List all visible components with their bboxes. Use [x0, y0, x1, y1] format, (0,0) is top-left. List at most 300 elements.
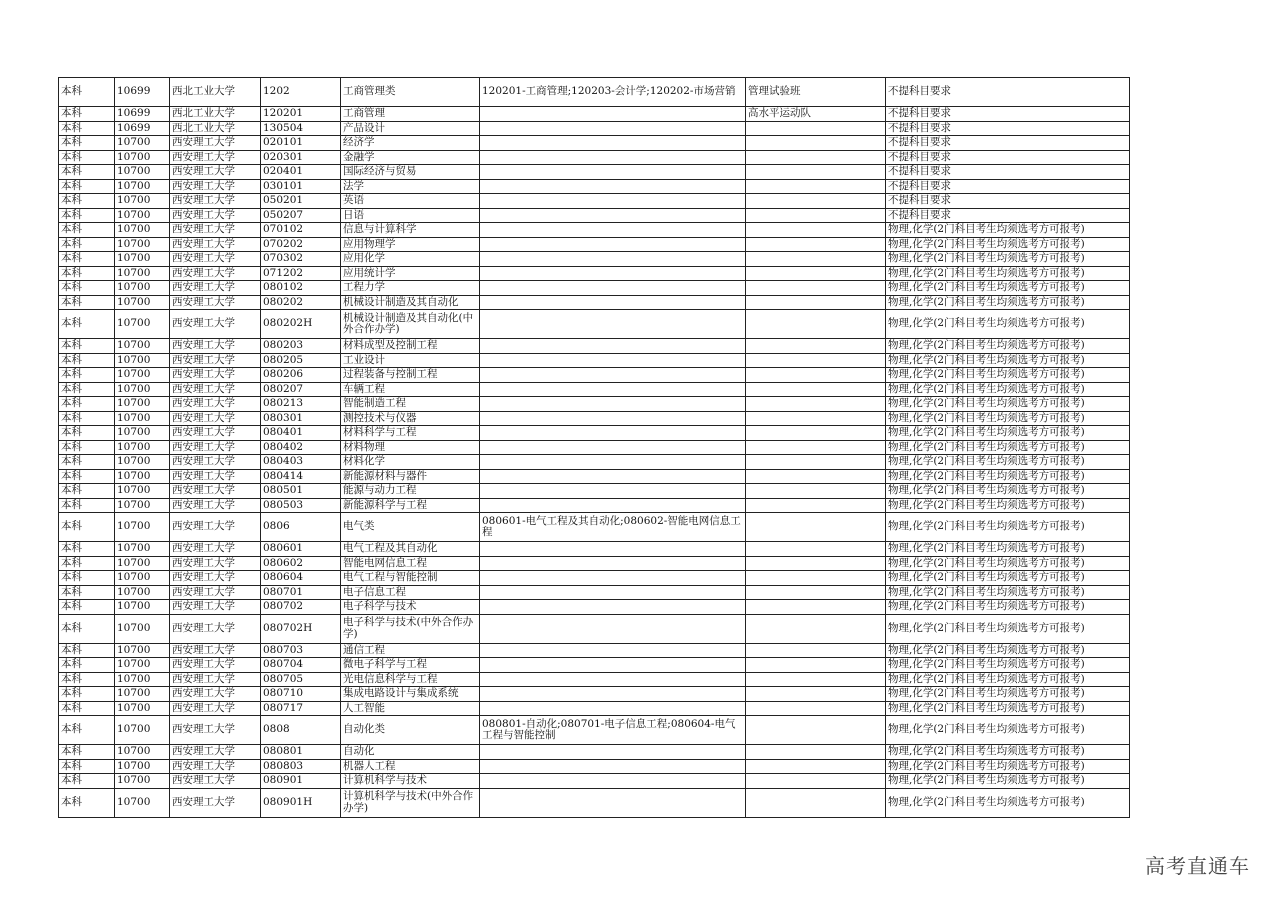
major-code-cell: 080203	[261, 339, 341, 354]
school-name-cell: 西安理工大学	[170, 179, 261, 194]
subject-requirement-cell: 物理,化学(2门科目考生均须选考方可报考)	[886, 745, 1130, 760]
level-cell: 本科	[59, 266, 115, 281]
school-code-cell: 10700	[115, 397, 170, 412]
included-majors-cell	[480, 701, 746, 716]
major-code-cell: 080601	[261, 542, 341, 557]
school-code-cell: 10700	[115, 310, 170, 339]
level-cell: 本科	[59, 672, 115, 687]
table-row	[59, 107, 1130, 122]
level-cell: 本科	[59, 310, 115, 339]
major-code-cell: 080602	[261, 556, 341, 571]
note-cell: 管理试验班	[746, 78, 886, 107]
included-majors-cell	[480, 440, 746, 455]
table-row	[59, 788, 1130, 817]
major-name-cell: 电子信息工程	[341, 585, 480, 600]
school-code-cell: 10700	[115, 469, 170, 484]
subject-requirement-cell: 物理,化学(2门科目考生均须选考方可报考)	[886, 571, 1130, 586]
major-name-cell: 机械设计制造及其自动化	[341, 295, 480, 310]
school-code-cell: 10700	[115, 455, 170, 470]
included-majors-cell	[480, 788, 746, 817]
school-name-cell: 西安理工大学	[170, 687, 261, 702]
note-cell	[746, 339, 886, 354]
subject-requirement-cell: 不提科目要求	[886, 78, 1130, 107]
level-cell: 本科	[59, 556, 115, 571]
school-code-cell: 10700	[115, 600, 170, 615]
level-cell: 本科	[59, 542, 115, 557]
note-cell	[746, 484, 886, 499]
level-cell: 本科	[59, 194, 115, 209]
major-code-cell: 080205	[261, 353, 341, 368]
included-majors-cell: 080601-电气工程及其自动化;080602-智能电网信息工程	[480, 513, 746, 542]
school-name-cell: 西安理工大学	[170, 368, 261, 383]
major-code-cell: 080503	[261, 498, 341, 513]
school-code-cell: 10700	[115, 165, 170, 180]
note-cell	[746, 658, 886, 673]
note-cell	[746, 353, 886, 368]
subject-requirement-cell: 物理,化学(2门科目考生均须选考方可报考)	[886, 382, 1130, 397]
subject-requirement-cell: 不提科目要求	[886, 208, 1130, 223]
note-cell	[746, 745, 886, 760]
note-cell	[746, 165, 886, 180]
school-name-cell: 西安理工大学	[170, 295, 261, 310]
table-row	[59, 194, 1130, 209]
major-name-cell: 工商管理	[341, 107, 480, 122]
major-name-cell: 材料化学	[341, 455, 480, 470]
table-row	[59, 571, 1130, 586]
note-cell	[746, 701, 886, 716]
level-cell: 本科	[59, 600, 115, 615]
note-cell	[746, 237, 886, 252]
table-row	[59, 687, 1130, 702]
major-code-cell: 080705	[261, 672, 341, 687]
school-code-cell: 10700	[115, 252, 170, 267]
major-code-cell: 080801	[261, 745, 341, 760]
subject-requirement-cell: 物理,化学(2门科目考生均须选考方可报考)	[886, 614, 1130, 643]
note-cell	[746, 150, 886, 165]
major-code-cell: 080102	[261, 281, 341, 296]
school-name-cell: 西北工业大学	[170, 107, 261, 122]
included-majors-cell	[480, 310, 746, 339]
major-code-cell: 030101	[261, 179, 341, 194]
note-cell	[746, 469, 886, 484]
school-code-cell: 10700	[115, 266, 170, 281]
school-code-cell: 10700	[115, 339, 170, 354]
major-code-cell: 080710	[261, 687, 341, 702]
major-code-cell: 1202	[261, 78, 341, 107]
level-cell: 本科	[59, 78, 115, 107]
note-cell	[746, 397, 886, 412]
school-code-cell: 10699	[115, 107, 170, 122]
included-majors-cell	[480, 484, 746, 499]
major-name-cell: 产品设计	[341, 121, 480, 136]
level-cell: 本科	[59, 585, 115, 600]
table-row	[59, 208, 1130, 223]
subject-requirement-cell: 物理,化学(2门科目考生均须选考方可报考)	[886, 498, 1130, 513]
level-cell: 本科	[59, 281, 115, 296]
major-code-cell: 020301	[261, 150, 341, 165]
subject-requirement-cell: 物理,化学(2门科目考生均须选考方可报考)	[886, 281, 1130, 296]
major-name-cell: 车辆工程	[341, 382, 480, 397]
subject-requirement-cell: 物理,化学(2门科目考生均须选考方可报考)	[886, 643, 1130, 658]
subject-requirement-cell: 物理,化学(2门科目考生均须选考方可报考)	[886, 788, 1130, 817]
table-row	[59, 426, 1130, 441]
major-code-cell: 0806	[261, 513, 341, 542]
included-majors-cell	[480, 179, 746, 194]
school-name-cell: 西安理工大学	[170, 397, 261, 412]
school-code-cell: 10700	[115, 498, 170, 513]
level-cell: 本科	[59, 353, 115, 368]
table-row	[59, 295, 1130, 310]
subject-requirement-cell: 不提科目要求	[886, 194, 1130, 209]
included-majors-cell	[480, 237, 746, 252]
level-cell: 本科	[59, 121, 115, 136]
table-row	[59, 136, 1130, 151]
school-code-cell: 10700	[115, 585, 170, 600]
school-name-cell: 西安理工大学	[170, 774, 261, 789]
major-name-cell: 新能源科学与工程	[341, 498, 480, 513]
table-row	[59, 179, 1130, 194]
subject-requirement-cell: 不提科目要求	[886, 121, 1130, 136]
major-name-cell: 能源与动力工程	[341, 484, 480, 499]
table-row	[59, 382, 1130, 397]
included-majors-cell	[480, 194, 746, 209]
school-code-cell: 10700	[115, 136, 170, 151]
major-name-cell: 测控技术与仪器	[341, 411, 480, 426]
school-name-cell: 西安理工大学	[170, 542, 261, 557]
included-majors-cell	[480, 469, 746, 484]
major-name-cell: 机器人工程	[341, 759, 480, 774]
school-code-cell: 10700	[115, 774, 170, 789]
note-cell	[746, 266, 886, 281]
note-cell	[746, 614, 886, 643]
note-cell	[746, 498, 886, 513]
school-name-cell: 西北工业大学	[170, 78, 261, 107]
school-name-cell: 西安理工大学	[170, 745, 261, 760]
major-code-cell: 130504	[261, 121, 341, 136]
watermark-text: 高考直通车	[1145, 854, 1250, 878]
note-cell	[746, 774, 886, 789]
note-cell	[746, 585, 886, 600]
level-cell: 本科	[59, 382, 115, 397]
major-name-cell: 材料科学与工程	[341, 426, 480, 441]
table-row	[59, 513, 1130, 542]
included-majors-cell	[480, 556, 746, 571]
table-row	[59, 455, 1130, 470]
included-majors-cell	[480, 208, 746, 223]
table-row	[59, 774, 1130, 789]
major-name-cell: 自动化	[341, 745, 480, 760]
major-code-cell: 071202	[261, 266, 341, 281]
table-body	[59, 78, 1130, 818]
major-code-cell: 080403	[261, 455, 341, 470]
major-name-cell: 经济学	[341, 136, 480, 151]
table-row	[59, 411, 1130, 426]
level-cell: 本科	[59, 150, 115, 165]
school-code-cell: 10700	[115, 179, 170, 194]
table-row	[59, 498, 1130, 513]
school-name-cell: 西安理工大学	[170, 223, 261, 238]
table-row	[59, 368, 1130, 383]
school-code-cell: 10700	[115, 672, 170, 687]
subject-requirement-cell: 物理,化学(2门科目考生均须选考方可报考)	[886, 339, 1130, 354]
school-code-cell: 10700	[115, 353, 170, 368]
included-majors-cell	[480, 759, 746, 774]
level-cell: 本科	[59, 208, 115, 223]
included-majors-cell	[480, 353, 746, 368]
level-cell: 本科	[59, 368, 115, 383]
level-cell: 本科	[59, 469, 115, 484]
included-majors-cell: 120201-工商管理;120203-会计学;120202-市场营销	[480, 78, 746, 107]
school-code-cell: 10700	[115, 658, 170, 673]
major-code-cell: 080704	[261, 658, 341, 673]
included-majors-cell	[480, 745, 746, 760]
school-name-cell: 西安理工大学	[170, 716, 261, 745]
subject-requirement-cell: 物理,化学(2门科目考生均须选考方可报考)	[886, 759, 1130, 774]
school-name-cell: 西安理工大学	[170, 194, 261, 209]
school-name-cell: 西安理工大学	[170, 382, 261, 397]
school-name-cell: 西安理工大学	[170, 310, 261, 339]
note-cell: 高水平运动队	[746, 107, 886, 122]
note-cell	[746, 310, 886, 339]
level-cell: 本科	[59, 295, 115, 310]
included-majors-cell	[480, 426, 746, 441]
major-name-cell: 新能源材料与器件	[341, 469, 480, 484]
level-cell: 本科	[59, 223, 115, 238]
school-name-cell: 西安理工大学	[170, 411, 261, 426]
school-name-cell: 西北工业大学	[170, 121, 261, 136]
major-code-cell: 080702H	[261, 614, 341, 643]
included-majors-cell	[480, 585, 746, 600]
major-name-cell: 工程力学	[341, 281, 480, 296]
major-name-cell: 计算机科学与技术	[341, 774, 480, 789]
level-cell: 本科	[59, 498, 115, 513]
level-cell: 本科	[59, 687, 115, 702]
major-code-cell: 080207	[261, 382, 341, 397]
level-cell: 本科	[59, 397, 115, 412]
table-row	[59, 643, 1130, 658]
table-row	[59, 281, 1130, 296]
school-code-cell: 10700	[115, 411, 170, 426]
major-name-cell: 智能制造工程	[341, 397, 480, 412]
subject-requirement-cell: 物理,化学(2门科目考生均须选考方可报考)	[886, 397, 1130, 412]
school-code-cell: 10700	[115, 571, 170, 586]
school-code-cell: 10700	[115, 701, 170, 716]
major-name-cell: 电子科学与技术(中外合作办学)	[341, 614, 480, 643]
table-row	[59, 614, 1130, 643]
level-cell: 本科	[59, 179, 115, 194]
major-code-cell: 050207	[261, 208, 341, 223]
major-name-cell: 电气工程及其自动化	[341, 542, 480, 557]
included-majors-cell	[480, 411, 746, 426]
major-code-cell: 080901	[261, 774, 341, 789]
included-majors-cell	[480, 542, 746, 557]
level-cell: 本科	[59, 426, 115, 441]
included-majors-cell	[480, 266, 746, 281]
note-cell	[746, 411, 886, 426]
table-row	[59, 121, 1130, 136]
subject-requirement-cell: 物理,化学(2门科目考生均须选考方可报考)	[886, 252, 1130, 267]
subject-requirement-cell: 物理,化学(2门科目考生均须选考方可报考)	[886, 455, 1130, 470]
level-cell: 本科	[59, 107, 115, 122]
subject-requirement-cell: 物理,化学(2门科目考生均须选考方可报考)	[886, 411, 1130, 426]
table-row	[59, 484, 1130, 499]
note-cell	[746, 571, 886, 586]
major-name-cell: 工业设计	[341, 353, 480, 368]
school-name-cell: 西安理工大学	[170, 658, 261, 673]
school-name-cell: 西安理工大学	[170, 600, 261, 615]
note-cell	[746, 542, 886, 557]
level-cell: 本科	[59, 716, 115, 745]
note-cell	[746, 643, 886, 658]
school-code-cell: 10700	[115, 150, 170, 165]
subject-requirement-cell: 物理,化学(2门科目考生均须选考方可报考)	[886, 658, 1130, 673]
major-name-cell: 电气工程与智能控制	[341, 571, 480, 586]
table-row	[59, 150, 1130, 165]
included-majors-cell	[480, 150, 746, 165]
school-code-cell: 10700	[115, 237, 170, 252]
level-cell: 本科	[59, 614, 115, 643]
note-cell	[746, 513, 886, 542]
subject-requirement-cell: 物理,化学(2门科目考生均须选考方可报考)	[886, 672, 1130, 687]
subject-requirement-cell: 物理,化学(2门科目考生均须选考方可报考)	[886, 716, 1130, 745]
major-code-cell: 070102	[261, 223, 341, 238]
table-row	[59, 585, 1130, 600]
level-cell: 本科	[59, 701, 115, 716]
school-name-cell: 西安理工大学	[170, 614, 261, 643]
note-cell	[746, 179, 886, 194]
included-majors-cell	[480, 252, 746, 267]
note-cell	[746, 194, 886, 209]
school-name-cell: 西安理工大学	[170, 585, 261, 600]
major-name-cell: 通信工程	[341, 643, 480, 658]
table-row	[59, 600, 1130, 615]
subject-requirement-cell: 物理,化学(2门科目考生均须选考方可报考)	[886, 556, 1130, 571]
note-cell	[746, 208, 886, 223]
major-name-cell: 英语	[341, 194, 480, 209]
note-cell	[746, 382, 886, 397]
subject-requirement-cell: 物理,化学(2门科目考生均须选考方可报考)	[886, 223, 1130, 238]
note-cell	[746, 687, 886, 702]
major-name-cell: 智能电网信息工程	[341, 556, 480, 571]
table-row	[59, 310, 1130, 339]
table-row	[59, 223, 1130, 238]
note-cell	[746, 223, 886, 238]
major-name-cell: 信息与计算科学	[341, 223, 480, 238]
note-cell	[746, 295, 886, 310]
major-name-cell: 应用物理学	[341, 237, 480, 252]
school-name-cell: 西安理工大学	[170, 469, 261, 484]
major-code-cell: 070202	[261, 237, 341, 252]
note-cell	[746, 368, 886, 383]
included-majors-cell	[480, 295, 746, 310]
major-code-cell: 080604	[261, 571, 341, 586]
level-cell: 本科	[59, 788, 115, 817]
major-code-cell: 080501	[261, 484, 341, 499]
level-cell: 本科	[59, 339, 115, 354]
school-name-cell: 西安理工大学	[170, 281, 261, 296]
school-name-cell: 西安理工大学	[170, 208, 261, 223]
school-code-cell: 10700	[115, 426, 170, 441]
note-cell	[746, 759, 886, 774]
major-code-cell: 080703	[261, 643, 341, 658]
subject-requirement-cell: 物理,化学(2门科目考生均须选考方可报考)	[886, 484, 1130, 499]
school-name-cell: 西安理工大学	[170, 440, 261, 455]
included-majors-cell: 080801-自动化;080701-电子信息工程;080604-电气工程与智能控制	[480, 716, 746, 745]
school-name-cell: 西安理工大学	[170, 484, 261, 499]
major-code-cell: 080702	[261, 600, 341, 615]
school-name-cell: 西安理工大学	[170, 339, 261, 354]
level-cell: 本科	[59, 440, 115, 455]
subject-requirement-cell: 不提科目要求	[886, 165, 1130, 180]
level-cell: 本科	[59, 237, 115, 252]
school-code-cell: 10700	[115, 223, 170, 238]
school-code-cell: 10700	[115, 687, 170, 702]
subject-requirement-cell: 物理,化学(2门科目考生均须选考方可报考)	[886, 513, 1130, 542]
school-name-cell: 西安理工大学	[170, 701, 261, 716]
subject-requirement-cell: 物理,化学(2门科目考生均须选考方可报考)	[886, 426, 1130, 441]
school-code-cell: 10700	[115, 484, 170, 499]
table-row	[59, 339, 1130, 354]
major-name-cell: 微电子科学与工程	[341, 658, 480, 673]
included-majors-cell	[480, 774, 746, 789]
subject-requirement-cell: 不提科目要求	[886, 150, 1130, 165]
table-row	[59, 165, 1130, 180]
major-code-cell: 080206	[261, 368, 341, 383]
school-code-cell: 10700	[115, 643, 170, 658]
table-row	[59, 353, 1130, 368]
included-majors-cell	[480, 165, 746, 180]
major-name-cell: 电气类	[341, 513, 480, 542]
note-cell	[746, 136, 886, 151]
table-row	[59, 759, 1130, 774]
note-cell	[746, 788, 886, 817]
school-name-cell: 西安理工大学	[170, 353, 261, 368]
school-code-cell: 10700	[115, 513, 170, 542]
table-row	[59, 556, 1130, 571]
major-name-cell: 材料物理	[341, 440, 480, 455]
table-row	[59, 237, 1130, 252]
table-row	[59, 78, 1130, 107]
subject-requirement-cell: 物理,化学(2门科目考生均须选考方可报考)	[886, 310, 1130, 339]
major-code-cell: 080717	[261, 701, 341, 716]
level-cell: 本科	[59, 484, 115, 499]
major-name-cell: 应用化学	[341, 252, 480, 267]
included-majors-cell	[480, 339, 746, 354]
major-name-cell: 人工智能	[341, 701, 480, 716]
major-name-cell: 计算机科学与技术(中外合作办学)	[341, 788, 480, 817]
school-code-cell: 10700	[115, 295, 170, 310]
major-name-cell: 电子科学与技术	[341, 600, 480, 615]
level-cell: 本科	[59, 411, 115, 426]
subject-requirement-cell: 物理,化学(2门科目考生均须选考方可报考)	[886, 687, 1130, 702]
school-name-cell: 西安理工大学	[170, 426, 261, 441]
school-code-cell: 10700	[115, 382, 170, 397]
table-row	[59, 440, 1130, 455]
school-name-cell: 西安理工大学	[170, 571, 261, 586]
level-cell: 本科	[59, 774, 115, 789]
major-code-cell: 0808	[261, 716, 341, 745]
school-code-cell: 10700	[115, 194, 170, 209]
subject-requirement-cell: 物理,化学(2门科目考生均须选考方可报考)	[886, 440, 1130, 455]
school-code-cell: 10700	[115, 788, 170, 817]
level-cell: 本科	[59, 571, 115, 586]
level-cell: 本科	[59, 658, 115, 673]
major-code-cell: 080414	[261, 469, 341, 484]
major-code-cell: 080701	[261, 585, 341, 600]
included-majors-cell	[480, 643, 746, 658]
major-code-cell: 050201	[261, 194, 341, 209]
subject-requirement-cell: 物理,化学(2门科目考生均须选考方可报考)	[886, 266, 1130, 281]
